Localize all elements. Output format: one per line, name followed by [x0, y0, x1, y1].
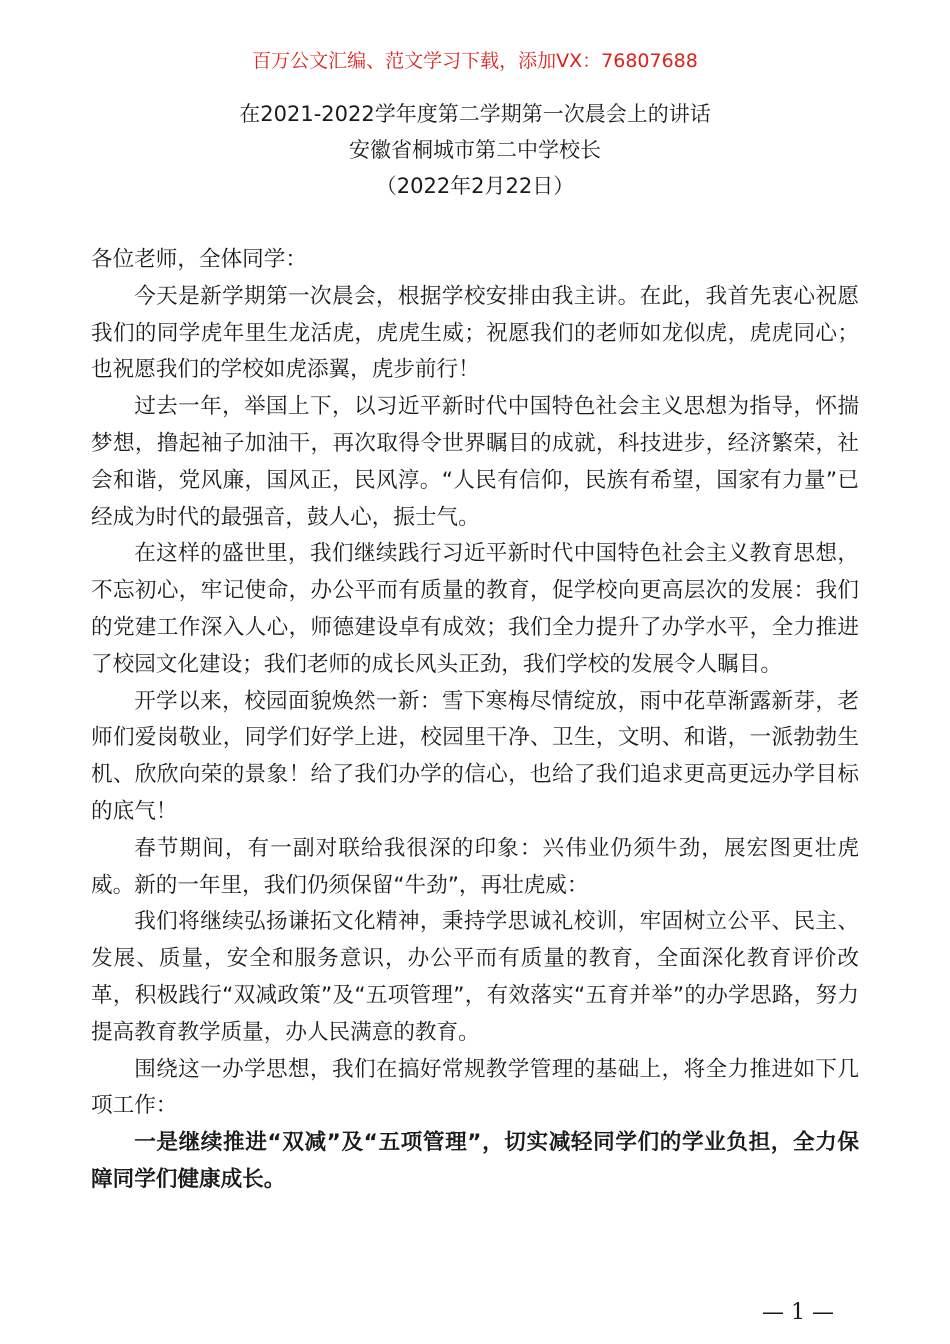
page-number: — 1 — [762, 1300, 834, 1325]
paragraph-4: 开学以来，校园面貌焕然一新：雪下寒梅尽情绽放，雨中花草渐露新芽，老师们爱岗敬业，同学们好学上进，校园里干净、卫生，文明、和谐，一派勃勃生机、欣欣向荣的景象！给了我们办学的信心，也给了我们追求更高更远办学目标的底气！ [91, 688, 859, 824]
date-line: （2022年2月22日） [375, 174, 575, 198]
paragraph-1: 今天是新学期第一次晨会，根据学校安排由我主讲。在此，我首先衷心祝愿我们的同学虎年里生龙活虎，虎虎生威；祝愿我们的老师如龙似虎，虎虎同心；也祝愿我们的学校如虎添翼，虎步前行！ [91, 283, 859, 383]
bold-paragraph: 一是继续推进“双减”及“五项管理”，切实减轻同学们的学业负担，全力保障同学们健康成长。 [91, 1130, 859, 1192]
paragraph-6: 我们将继续弘扬谦拓文化精神，秉持学思诚礼校训，牢固树立公平、民主、发展、质量，安全和服务意识，办公平而有质量的教育，全面深化教育评价改革，积极践行“双减政策”及“五项管理”，有效落实“五育并举”的办学思路，努力提高教育教学质量，办人民满意的教育。 [91, 909, 859, 1045]
salutation: 各位老师，全体同学： [91, 247, 307, 272]
paragraph-2: 过去一年，举国上下，以习近平新时代中国特色社会主义思想为指导，怀揣梦想，撸起袖子加油干，再次取得令世界瞩目的成就，科技进步，经济繁荣，社会和谐，党风廉，国风正，民风淳。“人民有信仰，民族有希望，国家有力量”已经成为时代的最强音，鼓人心，振士气。 [91, 394, 859, 530]
paragraph-3: 在这样的盛世里，我们继续践行习近平新时代中国特色社会主义教育思想，不忘初心，牢记使命，办公平而有质量的教育，促学校向更高层次的发展：我们的党建工作深入人心，师德建设卓有成效；我们全力提升了办学水平，全力推进了校园文化建设；我们老师的成长风头正劲，我们学校的发展令人瞩目。 [91, 541, 859, 677]
title-block [0, 96, 950, 204]
paragraph-7: 围绕这一办学思想，我们在搞好常规教学管理的基础上，将全力推进如下几项工作： [91, 1056, 859, 1119]
speaker-line: 安徽省桐城市第二中学校长 [349, 138, 601, 162]
speech-title: 在2021-2022学年度第二学期第一次晨会上的讲话 [239, 102, 711, 126]
watermark-banner: 百万公文汇编、范文学习下载，添加VX：76807688 [252, 50, 698, 72]
paragraph-5: 春节期间，有一副对联给我很深的印象：兴伟业仍须牛劲，展宏图更壮虎威。新的一年里，我们仍须保留“牛劲”，再壮虎威： [91, 835, 859, 898]
speech-body [91, 242, 859, 1199]
